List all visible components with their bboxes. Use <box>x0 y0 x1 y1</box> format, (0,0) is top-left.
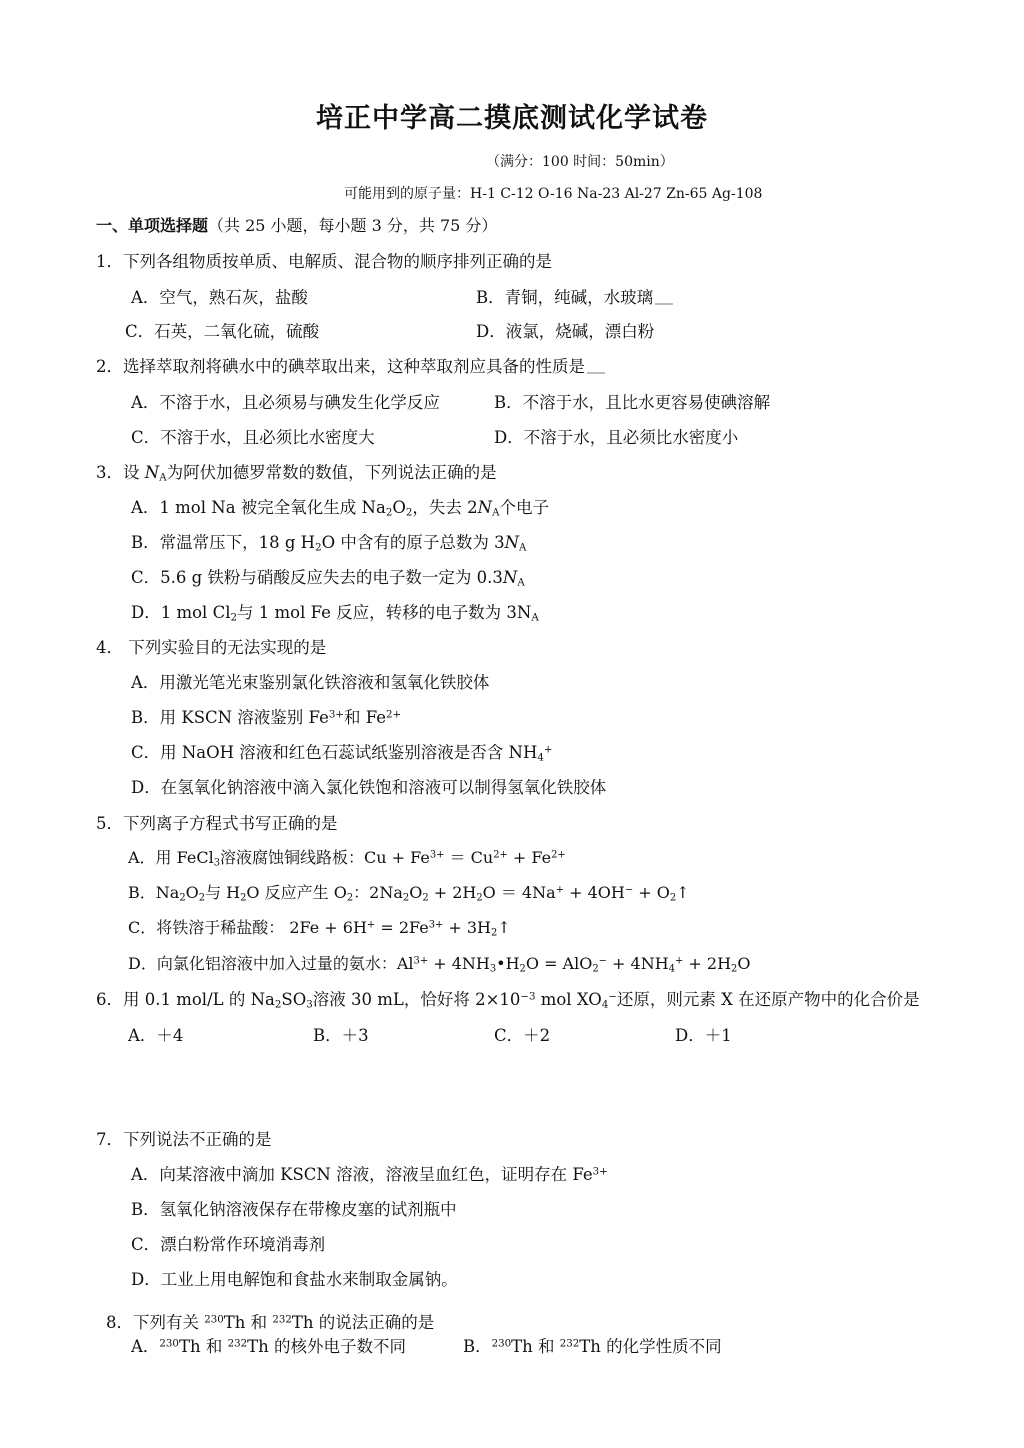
q5-stem: 5．下列离子方程式书写正确的是 <box>96 814 338 833</box>
q8-option-a: A．$^{230}$Th 和 $^{232}$Th 的核外电子数不同 <box>131 1337 406 1356</box>
score-time: （满分：100 时间：50min） <box>486 154 674 170</box>
q3-option-a: A．1 mol Na 被完全氧化生成 $Na_2O_2$，失去 $2N_A$个电子 <box>131 498 549 519</box>
q6-option-c: C．＋2 <box>494 1026 551 1045</box>
q5-option-d: D．向氯化铝溶液中加入过量的氨水：$Al^{3+}$ + $4NH_3•H_2O = AlO_2^- + 4NH_4^+ + 2H_2O$ <box>128 954 751 975</box>
atomic-masses: 可能用到的原子量：H-1 C-12 O-16 Na-23 Al-27 Zn-65 Ag-108 <box>344 186 763 202</box>
q4-stem: 4． 下列实验目的无法实现的是 <box>96 638 327 657</box>
page-title: 培正中学高二摸底测试化学试卷 <box>316 103 708 134</box>
q1-option-c: C．石英，二氧化硫，硫酸 <box>125 322 320 341</box>
q2-stem: 2．选择萃取剂将碘水中的碘萃取出来，这种萃取剂应具备的性质是 <box>96 353 605 377</box>
section-title: 一、单项选择题 <box>96 216 209 235</box>
q4-option-d: D．在氢氧化钠溶液中滴入氯化铁饱和溶液可以制得氢氧化铁胶体 <box>131 778 607 797</box>
q1-option-b: B．青铜，纯碱，水玻璃 <box>476 284 673 308</box>
q3-option-d: D．1 mol $Cl_2$与 1 mol Fe 反应，转移的电子数为 $3N_A$ <box>131 603 539 624</box>
q1-stem: 1．下列各组物质按单质、电解质、混合物的顺序排列正确的是 <box>96 252 552 271</box>
q6-option-b: B．＋3 <box>313 1026 369 1045</box>
smudge-mark <box>655 303 673 305</box>
q7-option-c: C．漂白粉常作环境消毒剂 <box>131 1235 326 1254</box>
q4-option-a: A．用激光笔光束鉴别氯化铁溶液和氢氧化铁胶体 <box>131 673 490 692</box>
q6-option-d: D．＋1 <box>675 1026 732 1045</box>
q1-option-d: D．液氯，烧碱，漂白粉 <box>476 322 655 341</box>
q1-option-a: A．空气，熟石灰，盐酸 <box>131 288 308 307</box>
q2-option-c: C．不溶于水，且必须比水密度大 <box>131 428 375 447</box>
q8-option-b: B．$^{230}$Th 和 $^{232}$Th 的化学性质不同 <box>463 1337 722 1356</box>
q3-option-c: C．5.6 g 铁粉与硝酸反应失去的电子数一定为 $0.3N_A$ <box>131 568 525 589</box>
q2-option-b: B．不溶于水，且比水更容易使碘溶解 <box>494 393 771 412</box>
q5-option-b: B．$Na_2O_2$与 $H_2O$ 反应产生 $O_2$：$2Na_2O_2 + 2H_2O = 4Na^+ + 4OH^-$ + $O_2↑$ <box>128 883 690 904</box>
q4-option-b: B．用 KSCN 溶液鉴别 $Fe^{3+}$和 $Fe^{2+}$ <box>131 708 402 727</box>
section-heading <box>96 213 497 236</box>
q8-stem: 8．下列有关 $^{230}$Th 和 $^{232}$Th 的说法正确的是 <box>106 1313 435 1332</box>
q5-option-c: C．将铁溶于稀盐酸： $2Fe + 6H^+ = 2Fe^{3+}$ + $3H_2↑$ <box>128 918 511 939</box>
q7-option-b: B．氢氧化钠溶液保存在带橡皮塞的试剂瓶中 <box>131 1200 457 1219</box>
q3-stem: 3．设 $N_A$为阿伏加德罗常数的数值，下列说法正确的是 <box>96 463 497 484</box>
q2-option-d: D．不溶于水，且必须比水密度小 <box>494 428 739 447</box>
q5-option-a: A．用 FeCl$_3$溶液腐蚀铜线路板：$Cu + Fe^{3+} = Cu^{2+} + Fe^{2+}$ <box>128 848 566 869</box>
q2-option-a: A．不溶于水，且必须易与碘发生化学反应 <box>131 393 440 412</box>
q4-option-c: C．用 NaOH 溶液和红色石蕊试纸鉴别溶液是否含 $NH_4^+$ <box>131 743 553 764</box>
q7-option-a: A．向某溶液中滴加 KSCN 溶液，溶液呈血红色，证明存在 $Fe^{3+}$ <box>131 1165 608 1184</box>
q6-option-a: A．＋4 <box>128 1026 184 1045</box>
section-note: （共 25 小题，每小题 3 分，共 75 分） <box>208 216 498 235</box>
smudge-mark <box>587 372 605 374</box>
q6-stem: 6．用 0.1 mol/L 的 $Na_2SO_3$溶液 30 mL，恰好将 $2\times 10^{-3}$ mol $XO_4^-$还原，则元素 X 在还原产物中的化合价是 <box>96 990 920 1011</box>
q7-option-d: D．工业上用电解饱和食盐水来制取金属钠。 <box>131 1270 458 1289</box>
q3-option-b: B．常温常压下，18 g $H_2O$ 中含有的原子总数为 $3N_A$ <box>131 533 527 554</box>
q7-stem: 7．下列说法不正确的是 <box>96 1130 272 1149</box>
